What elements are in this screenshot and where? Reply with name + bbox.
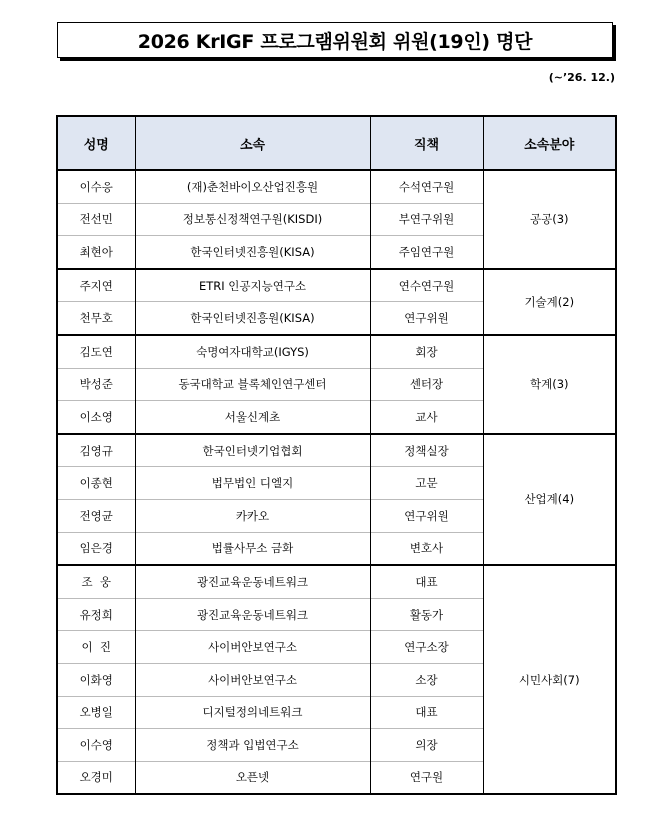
- member-affiliation: 서울신계초: [135, 401, 370, 434]
- member-position: 연구원: [370, 761, 483, 794]
- member-name: 이종현: [57, 467, 135, 500]
- member-position: 연구위원: [370, 499, 483, 532]
- member-name: 최현아: [57, 236, 135, 269]
- member-position: 주임연구원: [370, 236, 483, 269]
- table-row: [57, 565, 616, 598]
- committee-table: [56, 115, 617, 795]
- page-title: 2026 KrIGF 프로그램위원회 위원(19인) 명단: [137, 30, 533, 53]
- table-body: [57, 170, 616, 794]
- member-affiliation: 법무법인 디엘지: [135, 467, 370, 500]
- member-affiliation: 오픈넷: [135, 761, 370, 794]
- member-position: 교사: [370, 401, 483, 434]
- member-position: 대표: [370, 696, 483, 729]
- member-position: 연수연구원: [370, 269, 483, 302]
- header-position: 직책: [370, 116, 483, 170]
- member-affiliation: 광진교육운동네트워크: [135, 598, 370, 631]
- member-position: 소장: [370, 663, 483, 696]
- header-row: [57, 116, 616, 170]
- member-name: 오경미: [57, 761, 135, 794]
- member-affiliation: (재)춘천바이오산업진흥원: [135, 170, 370, 203]
- member-name: 임은경: [57, 532, 135, 565]
- member-position: 고문: [370, 467, 483, 500]
- member-name: 이 진: [57, 631, 135, 664]
- member-affiliation: 한국인터넷진흥원(KISA): [135, 236, 370, 269]
- member-position: 센터장: [370, 368, 483, 401]
- member-position: 수석연구원: [370, 170, 483, 203]
- member-affiliation: 한국인터넷기업협회: [135, 434, 370, 467]
- member-affiliation: 카카오: [135, 499, 370, 532]
- member-affiliation: 정책과 입법연구소: [135, 729, 370, 762]
- member-name: 오병일: [57, 696, 135, 729]
- field-cell: 기술계(2): [483, 269, 616, 335]
- member-affiliation: ETRI 인공지능연구소: [135, 269, 370, 302]
- member-name: 이수영: [57, 729, 135, 762]
- member-position: 대표: [370, 565, 483, 598]
- member-name: 전선민: [57, 203, 135, 236]
- member-affiliation: 숙명여자대학교(IGYS): [135, 335, 370, 368]
- member-affiliation: 한국인터넷진흥원(KISA): [135, 302, 370, 335]
- member-name: 박성준: [57, 368, 135, 401]
- member-affiliation: 동국대학교 블록체인연구센터: [135, 368, 370, 401]
- date-note: (~’26. 12.): [548, 71, 615, 84]
- member-name: 유정희: [57, 598, 135, 631]
- member-name: 주지연: [57, 269, 135, 302]
- header-affiliation: 소속: [135, 116, 370, 170]
- field-cell: 산업계(4): [483, 434, 616, 565]
- member-affiliation: 사이버안보연구소: [135, 663, 370, 696]
- member-affiliation: 디지털정의네트워크: [135, 696, 370, 729]
- table-row: [57, 434, 616, 467]
- header-field: 소속분야: [483, 116, 616, 170]
- member-name: 조 웅: [57, 565, 135, 598]
- member-affiliation: 정보통신정책연구원(KISDI): [135, 203, 370, 236]
- member-affiliation: 법률사무소 금화: [135, 532, 370, 565]
- member-position: 연구소장: [370, 631, 483, 664]
- member-affiliation: 광진교육운동네트워크: [135, 565, 370, 598]
- member-position: 의장: [370, 729, 483, 762]
- member-name: 이수응: [57, 170, 135, 203]
- member-name: 전영균: [57, 499, 135, 532]
- member-position: 변호사: [370, 532, 483, 565]
- member-name: 김영규: [57, 434, 135, 467]
- member-position: 연구위원: [370, 302, 483, 335]
- field-cell: 공공(3): [483, 170, 616, 269]
- header-name: 성명: [57, 116, 135, 170]
- table-row: [57, 269, 616, 302]
- table-row: [57, 170, 616, 203]
- field-cell: 시민사회(7): [483, 565, 616, 794]
- member-name: 천무호: [57, 302, 135, 335]
- member-name: 이화영: [57, 663, 135, 696]
- table-row: [57, 335, 616, 368]
- member-position: 회장: [370, 335, 483, 368]
- member-name: 이소영: [57, 401, 135, 434]
- member-affiliation: 사이버안보연구소: [135, 631, 370, 664]
- member-position: 정책실장: [370, 434, 483, 467]
- field-cell: 학계(3): [483, 335, 616, 434]
- member-position: 활동가: [370, 598, 483, 631]
- member-name: 김도연: [57, 335, 135, 368]
- title-box: [57, 22, 613, 58]
- member-position: 부연구위원: [370, 203, 483, 236]
